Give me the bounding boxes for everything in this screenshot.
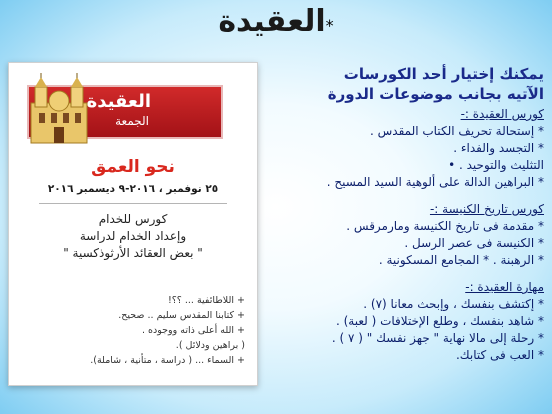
section-title: كورس تاريخ الكنيسة :- (429, 202, 544, 216)
course-line: وإعداد الخدام لدراسة (79, 229, 187, 243)
intro-line: يمكنك إختيار أحد الكورسات (343, 65, 544, 83)
course-line: كورس للخدام (98, 212, 168, 226)
list-item: * الرهبنة . * المجامع المسكونية . (378, 253, 544, 267)
flyer-dates: ٢٥ نوفمبر ، ٢٠١٦-٩ ديسمبر ٢٠١٦ (47, 183, 219, 195)
list-item: * العب فى كتابك. (455, 348, 544, 362)
list-item: + اللاطائفية ... ؟؟! (167, 295, 245, 306)
flyer-topic-list (17, 293, 245, 368)
flyer-course (9, 211, 257, 262)
flyer-card (8, 62, 258, 386)
banner-subtitle: الجمعة (115, 114, 149, 128)
list-item: ( براهين ودلائل ). (175, 340, 245, 351)
list-item: + الله أعلى ذاته ووجوده . (142, 325, 245, 336)
list-item: * إكتشف بنفسك ، وإبحث معانا (٧) . (363, 297, 544, 311)
list-item: * البراهين الدالة على ألوهية السيد المسيح . (326, 175, 544, 189)
page-title: العقيدة (218, 4, 326, 39)
list-item: * التجسد والفداء . (453, 141, 544, 155)
section-title: مهارة العقيدة :- (465, 280, 544, 294)
list-item: + كتابنا المقدس سليم .. صحيح. (118, 310, 245, 321)
course-line: " بعض العقائد الأرثوذكسية " (63, 246, 203, 260)
list-item: * رحلة إلى مالا نهاية " جهز نفسك " ( ٧ ) . (331, 331, 544, 345)
flyer-divider (39, 203, 227, 204)
title-star: * (325, 16, 334, 35)
deep-title: نحو العمق (91, 157, 175, 177)
list-item: * الكنيسة فى عصر الرسل . (404, 236, 544, 250)
list-item: * مقدمة فى تاريخ الكنيسة ومارمرقس . (346, 219, 544, 233)
flyer-banner (27, 85, 223, 139)
list-item: * شاهد بنفسك ، وطلع الإختلافات ( لعبة) . (335, 314, 544, 328)
list-item: * إستحالة تحريف الكتاب المقدس . (370, 124, 544, 138)
courses-column (259, 64, 544, 364)
list-item: التثليث والتوحيد . • (448, 158, 544, 172)
section-title: كورس العقيدة :- (460, 107, 544, 121)
banner-title: العقيدة (86, 91, 151, 112)
church-icon (27, 73, 91, 145)
intro-line: الآتيه بجانب موضوعات الدورة (327, 85, 544, 103)
page-header (0, 4, 552, 39)
list-item: + السماء ... ( دراسة ، متأنية ، شاملة). (90, 355, 245, 366)
intro-text (259, 64, 544, 104)
